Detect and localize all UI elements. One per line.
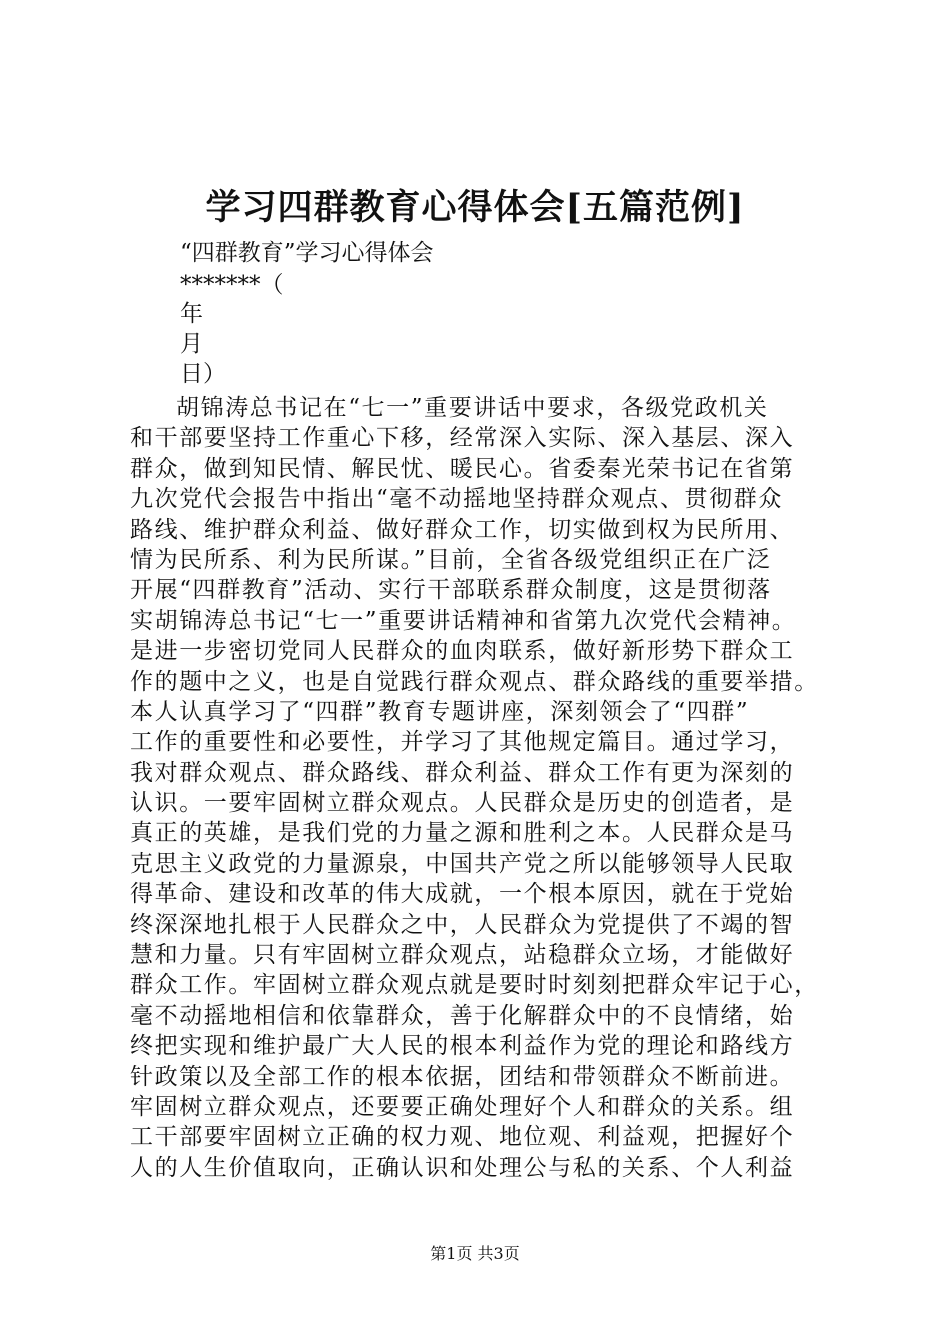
body-line: 终把实现和维护最广大人民的根本利益作为党的理论和路线方 (130, 1033, 795, 1060)
body-line: 作的题中之义，也是自觉践行群众观点、群众路线的重要举措。 (130, 668, 819, 695)
body-line: 胡锦涛总书记在“七一”重要讲话中要求，各级党政机关 (176, 395, 769, 421)
body-line: 实胡锦涛总书记“七一”重要讲话精神和省第九次党代会精神。 (130, 607, 797, 634)
body-line: 真正的英雄，是我们党的力量之源和胜利之本。人民群众是马 (130, 820, 795, 847)
body-line: 群众，做到知民情、解民忧、暖民心。省委秦光荣书记在省第 (130, 455, 795, 482)
document-subtitle: “四群教育”学习心得体会 (180, 240, 434, 266)
body-line: 情为民所系、利为民所谋。”目前，全省各级党组织正在广泛 (130, 546, 772, 573)
body-line: 毫不动摇地相信和依靠群众，善于化解群众中的不良情绪，始 (130, 1002, 795, 1029)
author-line: *******（ (180, 272, 284, 298)
body-line: 牢固树立群众观点，还要要正确处理好个人和群众的关系。组 (130, 1093, 795, 1120)
body-line: 得革命、建设和改革的伟大成就，一个根本原因，就在于党始 (130, 881, 795, 908)
date-year: 年 (180, 301, 203, 327)
document-title: 学习四群教育心得体会[五篇范例] (205, 187, 745, 228)
body-line: 本人认真学习了“四群”教育专题讲座，深刻领会了“四群” (130, 698, 750, 725)
body-line: 慧和力量。只有牢固树立群众观点，站稳群众立场，才能做好 (130, 942, 795, 969)
body-line: 是进一步密切党同人民群众的血肉联系，做好新形势下群众工 (130, 638, 795, 665)
date-day: 日） (180, 361, 226, 387)
date-month: 月 (180, 331, 203, 357)
body-line: 针政策以及全部工作的根本依据，团结和带领群众不断前进。 (130, 1063, 795, 1090)
document-body (130, 393, 930, 1183)
body-line: 人的人生价值取向，正确认识和处理公与私的关系、个人利益 (130, 1154, 795, 1181)
body-line: 和干部要坚持工作重心下移，经常深入实际、深入基层、深入 (130, 425, 795, 452)
body-line: 九次党代会报告中指出“毫不动摇地坚持群众观点、贯彻群众 (130, 486, 783, 513)
body-line: 工作的重要性和必要性，并学习了其他规定篇目。通过学习， (130, 729, 795, 756)
body-line: 认识。一要牢固树立群众观点。人民群众是历史的创造者，是 (130, 790, 795, 817)
body-line: 开展“四群教育”活动、实行干部联系群众制度，这是贯彻落 (130, 577, 772, 604)
page-footer: 第1页 共3页 (430, 1244, 520, 1263)
body-line: 路线、维护群众利益、做好群众工作，切实做到权为民所用、 (130, 516, 795, 543)
body-line: 工干部要牢固树立正确的权力观、地位观、利益观，把握好个 (130, 1124, 795, 1151)
body-line: 克思主义政党的力量源泉，中国共产党之所以能够领导人民取 (130, 850, 795, 877)
body-line: 终深深地扎根于人民群众之中，人民群众为党提供了不竭的智 (130, 911, 795, 938)
body-line: 我对群众观点、群众路线、群众利益、群众工作有更为深刻的 (130, 759, 795, 786)
body-line: 群众工作。牢固树立群众观点就是要时时刻刻把群众牢记于心， (130, 972, 819, 999)
